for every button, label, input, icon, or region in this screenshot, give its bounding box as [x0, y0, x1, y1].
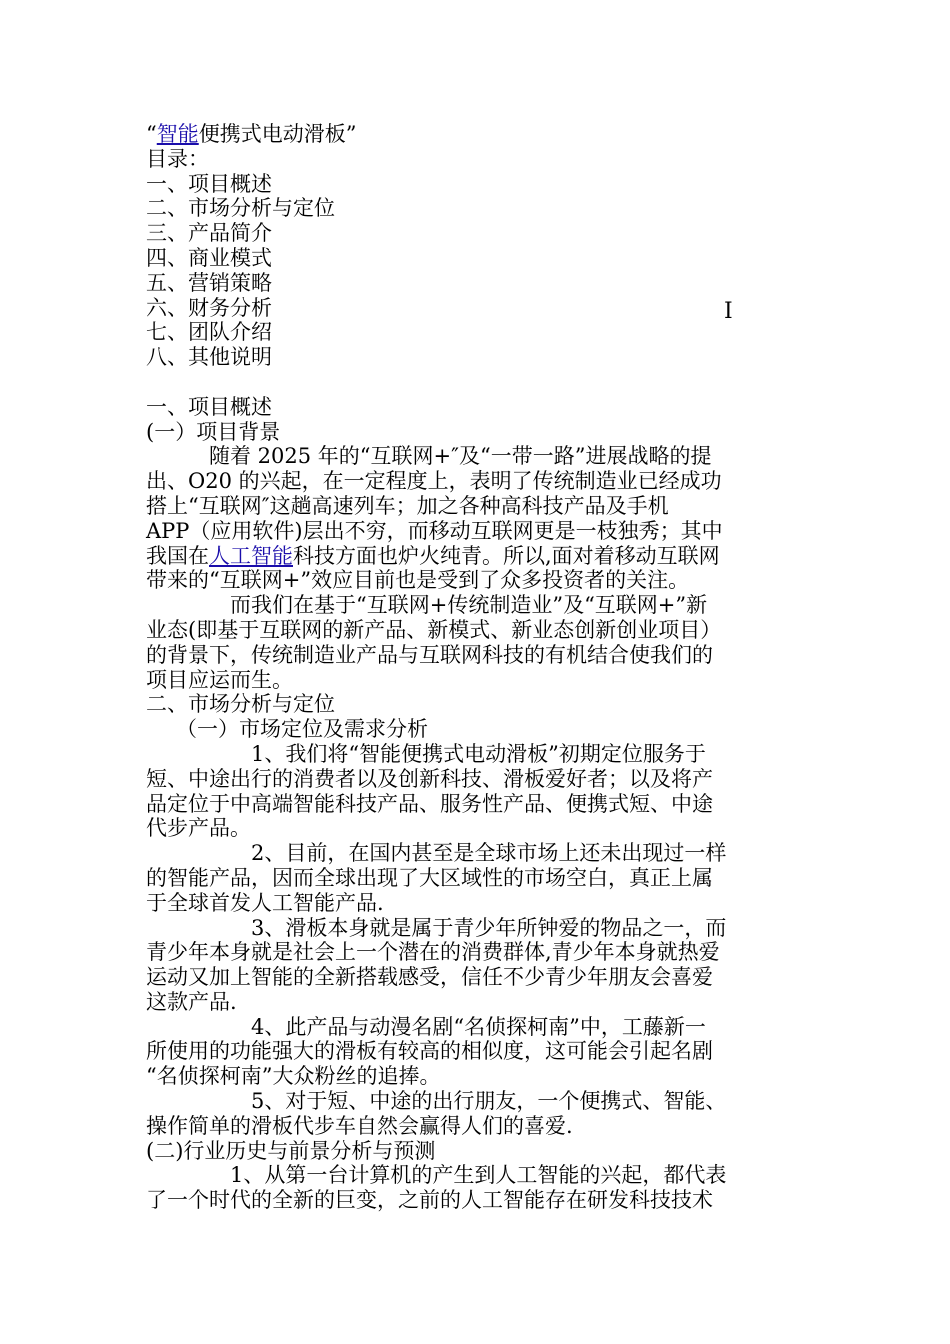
toc-item: 六、财务分析: [146, 295, 272, 320]
list-item-line: 2、目前，在国内甚至是全球市场上还未出现过一样: [251, 841, 727, 866]
paragraph-line: 随着 2025 年的“互联网+″及“一带一路”进展战略的提: [209, 444, 712, 469]
toc-item: 八、其他说明: [146, 345, 272, 370]
document-page: [146, 122, 826, 1213]
paragraph-line: 业态(即基于互联网的新产品、新模式、新业态创新创业项目）: [146, 617, 722, 642]
toc-item: 三、产品简介: [146, 221, 272, 246]
paragraph-line: 了一个时代的全新的巨变，之前的人工智能存在研发科技技术: [146, 1188, 713, 1213]
title-quote: “: [146, 122, 157, 146]
list-item-line: 的智能产品，因而全球出现了大区域性的市场空白，真正上属: [146, 865, 713, 890]
toc-label: 目录：: [146, 146, 209, 171]
list-item-line: 3、滑板本身就是属于青少年所钟爱的物品之一，而: [251, 915, 727, 940]
section-heading: 二、市场分析与定位: [146, 692, 335, 717]
list-item-line: 品定位于中高端智能科技产品、服务性产品、便携式短、中途: [146, 791, 713, 816]
list-item-line: 短、中途出行的消费者以及创新科技、滑板爱好者；以及将产: [146, 766, 713, 791]
subsection-heading: (二)行业历史与前景分析与预测: [146, 1138, 436, 1163]
text-cursor-icon: I: [724, 299, 733, 324]
subsection-heading: （一）市场定位及需求分析: [176, 717, 428, 742]
list-item-line: 这款产品.: [146, 989, 237, 1014]
list-item-line: 操作简单的滑板代步车自然会赢得人们的喜爱.: [146, 1113, 573, 1138]
subsection-heading: (一）项目背景: [146, 419, 281, 444]
list-item-line: 运动又加上智能的全新搭载感受，信任不少青少年朋友会喜爱: [146, 965, 713, 990]
paragraph-line: 带来的“互联网+”效应目前也是受到了众多投资者的关注。: [146, 568, 690, 593]
title-link[interactable]: 智能: [156, 122, 199, 146]
toc-item: 一、项目概述: [146, 171, 272, 196]
paragraph-line: 的背景下，传统制造业产品与互联网科技的有机结合使我们的: [146, 642, 713, 667]
list-item-line: 4、此产品与动漫名剧“名侦探柯南”中，工藤新一: [251, 1014, 706, 1039]
list-item-line: 所使用的功能强大的滑板有较高的相似度，这可能会引起名剧: [146, 1039, 713, 1064]
paragraph-line: [146, 544, 826, 569]
paragraph-line: 搭上“互联网″这趟高速列车；加之各种高科技产品及手机: [146, 493, 669, 518]
list-item-line: “名侦探柯南”大众粉丝的追捧。: [146, 1064, 441, 1089]
blank-line: [146, 370, 826, 395]
paragraph-line: 项目应运而生。: [146, 667, 293, 692]
list-item-line: 于全球首发人工智能产品.: [146, 890, 384, 915]
paragraph-line: APP（应用软件)层出不穷，而移动互联网更是一枝独秀；其中: [146, 518, 723, 543]
list-item-line: 青少年本身就是社会上一个潜在的消费群体,青少年本身就热爱: [146, 940, 720, 965]
title-text: 便携式电动滑板”: [198, 122, 357, 146]
paragraph-text: 我国在: [146, 543, 209, 568]
toc-item: 七、团队介绍: [146, 320, 272, 345]
paragraph-line: 1、从第一台计算机的产生到人工智能的兴起，都代表: [230, 1163, 727, 1188]
toc-item: 四、商业模式: [146, 245, 272, 270]
doc-title: [146, 122, 826, 147]
list-item-line: 代步产品。: [146, 816, 251, 841]
paragraph-line: 而我们在基于“互联网+传统制造业”及“互联网+”新: [230, 593, 708, 618]
list-item-line: 5、对于短、中途的出行朋友，一个便携式、智能、: [251, 1089, 727, 1114]
toc-item: 五、营销策略: [146, 270, 272, 295]
toc-item: 二、市场分析与定位: [146, 196, 335, 221]
section-heading: 一、项目概述: [146, 394, 272, 419]
paragraph-line: 出、O20 的兴起，在一定程度上，表明了传统制造业已经成功: [146, 469, 722, 494]
paragraph-text: 科技方面也炉火纯青。所以,面对着移动互联网: [293, 543, 720, 568]
ai-link[interactable]: 人工智能: [209, 543, 293, 568]
list-item-line: 1、我们将“智能便携式电动滑板”初期定位服务于: [251, 741, 706, 766]
